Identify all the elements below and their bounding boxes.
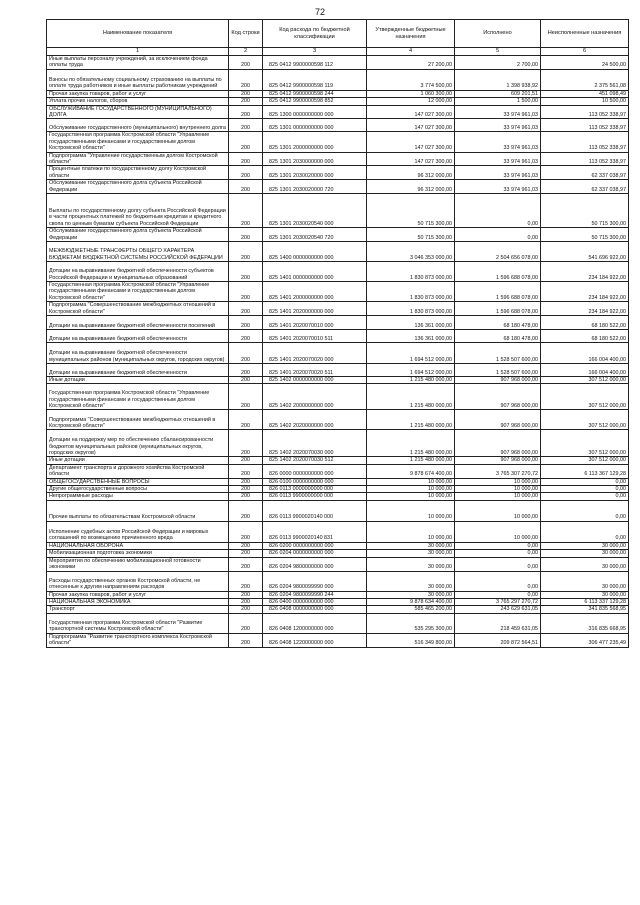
row-line-code: 200	[229, 315, 263, 329]
row-budget-code: 825 1401 2020070020 000	[263, 342, 367, 363]
row-unexecuted: 0,00	[541, 478, 629, 485]
row-executed: 907 968 000,00	[455, 457, 541, 464]
row-approved: 1 694 512 000,00	[367, 363, 455, 376]
row-executed: 907 968 000,00	[455, 384, 541, 410]
row-approved: 136 361 000,00	[367, 329, 455, 342]
row-name: Расходы государственных органов Костромской области, не отнесенные к другим направлениям расходов	[47, 571, 229, 591]
row-approved: 1 830 873 000,00	[367, 281, 455, 301]
row-budget-code: 825 1401 0000000000 000	[263, 261, 367, 281]
row-budget-code: 825 0412 9900000598 119	[263, 69, 367, 90]
row-name: Государственная программа Костромской области "Управление государственными финансами и государственным долгом Костромской области"	[47, 384, 229, 410]
row-approved: 1 215 480 000,00	[367, 376, 455, 383]
row-line-code: 200	[229, 599, 263, 606]
row-line-code: 200	[229, 478, 263, 485]
row-name: Прочая закупка товаров, работ и услуг	[47, 90, 229, 97]
row-budget-code: 826 0200 0000000000 000	[263, 542, 367, 549]
row-executed: 1 528 507 600,00	[455, 363, 541, 376]
row-executed: 1 596 688 078,00	[455, 281, 541, 301]
row-approved: 147 027 300,00	[367, 152, 455, 166]
row-line-code: 200	[229, 90, 263, 97]
row-approved: 147 027 300,00	[367, 132, 455, 152]
row-unexecuted: 307 512 000,00	[541, 376, 629, 383]
row-executed: 33 974 961,03	[455, 166, 541, 180]
row-unexecuted: 0,00	[541, 521, 629, 542]
row-budget-code: 826 0408 0000000000 000	[263, 606, 367, 613]
row-line-code: 200	[229, 542, 263, 549]
row-budget-code: 825 0412 9900000598 112	[263, 56, 367, 70]
row-approved: 1 215 480 000,00	[367, 384, 455, 410]
row-line-code: 200	[229, 119, 263, 132]
row-line-code: 200	[229, 521, 263, 542]
row-approved: 136 361 000,00	[367, 315, 455, 329]
row-line-code: 200	[229, 430, 263, 457]
row-budget-code: 825 1300 0000000000 000	[263, 105, 367, 119]
row-approved: 1 830 873 000,00	[367, 261, 455, 281]
row-name: Дотации на выравнивание бюджетной обеспеченности поселений	[47, 315, 229, 329]
row-approved: 1 060 300,00	[367, 90, 455, 97]
row-line-code: 200	[229, 384, 263, 410]
row-budget-code: 825 1301 2000000000 000	[263, 132, 367, 152]
row-line-code: 200	[229, 457, 263, 464]
row-unexecuted: 234 184 922,00	[541, 261, 629, 281]
row-line-code: 200	[229, 56, 263, 70]
table-row	[47, 132, 629, 152]
row-name: Обслуживание государственного долга субъекта Российской Федерации	[47, 228, 229, 242]
row-line-code: 200	[229, 281, 263, 301]
row-executed: 33 974 961,03	[455, 180, 541, 194]
row-approved: 147 027 300,00	[367, 119, 455, 132]
table-row	[47, 485, 629, 492]
row-name: МЕЖБЮДЖЕТНЫЕ ТРАНСФЕРТЫ ОБЩЕГО ХАРАКТЕРА БЮДЖЕТАМ БЮДЖЕТНОЙ СИСТЕМЫ РОССИЙСКОЙ ФЕДЕРАЦИИ	[47, 241, 229, 261]
row-executed: 0,00	[455, 550, 541, 557]
row-name: ОБЩЕГОСУДАРСТВЕННЫЕ ВОПРОСЫ	[47, 478, 229, 485]
row-executed: 1 528 507 600,00	[455, 342, 541, 363]
row-line-code: 200	[229, 105, 263, 119]
table-row	[47, 56, 629, 70]
row-budget-code: 826 0400 0000000000 000	[263, 599, 367, 606]
row-budget-code: 826 0204 0000000000 000	[263, 550, 367, 557]
header-executed: Исполнено	[455, 20, 541, 48]
row-budget-code: 825 0412 9900000598 852	[263, 98, 367, 105]
row-budget-code: 825 1402 0000000000 000	[263, 376, 367, 383]
table-row	[47, 180, 629, 194]
table-row	[47, 194, 629, 228]
row-approved: 30 000,00	[367, 591, 455, 598]
row-budget-code: 825 1301 2030020540 000	[263, 194, 367, 228]
row-approved: 30 000,00	[367, 542, 455, 549]
row-executed: 68 180 478,00	[455, 315, 541, 329]
row-name: Дотации на выравнивание бюджетной обеспеченности муниципальных районов (муниципальных округов, городских округов)	[47, 342, 229, 363]
row-unexecuted: 30 000,00	[541, 550, 629, 557]
row-approved: 10 000,00	[367, 485, 455, 492]
row-budget-code: 826 0113 9900020140 000	[263, 500, 367, 521]
row-line-code: 200	[229, 180, 263, 194]
row-approved: 50 715 300,00	[367, 194, 455, 228]
row-budget-code: 825 1401 2020070010 511	[263, 329, 367, 342]
table-row	[47, 493, 629, 500]
row-approved: 585 465 200,00	[367, 606, 455, 613]
row-executed: 33 974 961,03	[455, 105, 541, 119]
column-number: 2	[229, 48, 263, 56]
table-row	[47, 302, 629, 316]
table-row	[47, 410, 629, 430]
row-name: НАЦИОНАЛЬНАЯ ЭКОНОМИКА	[47, 599, 229, 606]
table-row	[47, 90, 629, 97]
row-budget-code: 826 0204 9800099990 000	[263, 571, 367, 591]
table-row	[47, 591, 629, 598]
row-executed: 10 000,00	[455, 500, 541, 521]
row-unexecuted: 30 000,00	[541, 557, 629, 571]
row-executed: 1 500,00	[455, 98, 541, 105]
row-name: Мероприятия по обеспечению мобилизационной готовности экономики	[47, 557, 229, 571]
row-line-code: 200	[229, 194, 263, 228]
row-executed: 907 968 000,00	[455, 376, 541, 383]
row-budget-code: 825 1401 2020000000 000	[263, 302, 367, 316]
row-unexecuted: 306 477 235,49	[541, 633, 629, 647]
row-line-code: 200	[229, 633, 263, 647]
row-line-code: 200	[229, 363, 263, 376]
table-row	[47, 430, 629, 457]
row-executed: 68 180 478,00	[455, 329, 541, 342]
page-number: 72	[314, 7, 325, 17]
table-row	[47, 166, 629, 180]
row-name: Подпрограмма "Совершенствование межбюджетных отношений в Костромской области"	[47, 302, 229, 316]
row-unexecuted: 113 052 338,97	[541, 119, 629, 132]
row-unexecuted: 307 512 000,00	[541, 457, 629, 464]
row-unexecuted: 307 512 000,00	[541, 430, 629, 457]
row-budget-code: 826 0204 9800099990 244	[263, 591, 367, 598]
row-name: Обслуживание государственного долга субъекта Российской Федерации	[47, 180, 229, 194]
row-line-code: 200	[229, 550, 263, 557]
row-approved: 1 215 480 000,00	[367, 430, 455, 457]
row-budget-code: 825 1400 0000000000 000	[263, 241, 367, 261]
row-line-code: 200	[229, 591, 263, 598]
table-row	[47, 384, 629, 410]
row-approved: 1 830 873 000,00	[367, 302, 455, 316]
row-name: Подпрограмма "Управление государственным долгом Костромской области"	[47, 152, 229, 166]
row-unexecuted: 68 180 522,00	[541, 315, 629, 329]
row-budget-code: 825 1402 2020070030 512	[263, 457, 367, 464]
row-unexecuted: 6 113 337 129,28	[541, 599, 629, 606]
table-row	[47, 329, 629, 342]
row-approved: 10 000,00	[367, 493, 455, 500]
row-unexecuted: 50 715 300,00	[541, 228, 629, 242]
row-unexecuted: 0,00	[541, 485, 629, 492]
row-executed: 33 974 961,03	[455, 152, 541, 166]
row-budget-code: 825 0412 9900000598 244	[263, 90, 367, 97]
row-executed: 2 504 656 078,00	[455, 241, 541, 261]
row-name: Дотации на выравнивание бюджетной обеспеченности субъектов Российской Федерации и муниципальных образований	[47, 261, 229, 281]
row-unexecuted: 62 337 038,97	[541, 180, 629, 194]
row-unexecuted: 113 052 338,97	[541, 105, 629, 119]
header-approved: Утвержденные бюджетные назначения	[367, 20, 455, 48]
row-executed: 0,00	[455, 228, 541, 242]
row-name: Прочие выплаты по обязательствам Костромской области	[47, 500, 229, 521]
row-budget-code: 826 0000 0000000000 000	[263, 464, 367, 478]
row-name: Подпрограмма "Развитие транспортного комплекса Костромской области"	[47, 633, 229, 647]
table-row	[47, 152, 629, 166]
row-budget-code: 825 1301 0000000000 000	[263, 119, 367, 132]
row-executed: 10 000,00	[455, 478, 541, 485]
row-budget-code: 826 0408 1220000000 000	[263, 633, 367, 647]
row-name: Дотации на выравнивание бюджетной обеспеченности	[47, 363, 229, 376]
row-approved: 96 312 000,00	[367, 166, 455, 180]
row-executed: 0,00	[455, 591, 541, 598]
row-line-code: 200	[229, 329, 263, 342]
column-number: 4	[367, 48, 455, 56]
row-name: Дотации на выравнивание бюджетной обеспеченности	[47, 329, 229, 342]
table-row	[47, 241, 629, 261]
row-name: Иные дотации	[47, 457, 229, 464]
row-line-code: 200	[229, 166, 263, 180]
row-executed: 907 968 000,00	[455, 410, 541, 430]
row-approved: 1 215 480 000,00	[367, 457, 455, 464]
row-budget-code: 826 0113 9900020140 831	[263, 521, 367, 542]
table-row	[47, 542, 629, 549]
row-budget-code: 825 1401 2020070010 000	[263, 315, 367, 329]
row-unexecuted: 316 835 668,95	[541, 613, 629, 633]
row-unexecuted: 24 500,00	[541, 56, 629, 70]
row-approved: 30 000,00	[367, 557, 455, 571]
row-executed: 10 000,00	[455, 521, 541, 542]
row-budget-code: 825 1401 2020070020 511	[263, 363, 367, 376]
row-unexecuted: 50 715 300,00	[541, 194, 629, 228]
row-name: Иные выплаты персоналу учреждений, за исключением фонда оплаты труда	[47, 56, 229, 70]
row-approved: 1 215 480 000,00	[367, 410, 455, 430]
table-body	[47, 56, 629, 648]
header-budget-code: Код расхода по бюджетной классификации	[263, 20, 367, 48]
row-executed: 243 629 631,05	[455, 606, 541, 613]
row-unexecuted: 451 098,49	[541, 90, 629, 97]
row-unexecuted: 2 375 561,08	[541, 69, 629, 90]
row-name: Взносы по обязательному социальному страхованию на выплаты по оплате труда работников и иные выплаты работникам учреждений	[47, 69, 229, 90]
row-line-code: 200	[229, 132, 263, 152]
row-approved: 27 200,00	[367, 56, 455, 70]
table-row	[47, 119, 629, 132]
table-row	[47, 105, 629, 119]
row-line-code: 200	[229, 485, 263, 492]
row-unexecuted: 541 696 922,00	[541, 241, 629, 261]
row-approved: 535 295 300,00	[367, 613, 455, 633]
row-name: Подпрограмма "Совершенствование межбюджетных отношений в Костромской области"	[47, 410, 229, 430]
table-row	[47, 228, 629, 242]
row-approved: 10 000,00	[367, 500, 455, 521]
row-line-code: 200	[229, 493, 263, 500]
row-approved: 9 878 634 400,00	[367, 599, 455, 606]
row-budget-code: 825 1402 2020070030 000	[263, 430, 367, 457]
row-executed: 0,00	[455, 542, 541, 549]
row-unexecuted: 30 000,00	[541, 542, 629, 549]
row-budget-code: 825 1402 2000000000 000	[263, 384, 367, 410]
row-approved: 1 694 512 000,00	[367, 342, 455, 363]
row-unexecuted: 10 500,00	[541, 98, 629, 105]
row-line-code: 200	[229, 613, 263, 633]
table-row	[47, 478, 629, 485]
row-name: Непрограммные расходы	[47, 493, 229, 500]
table-row	[47, 457, 629, 464]
row-approved: 3 774 500,00	[367, 69, 455, 90]
table-row	[47, 571, 629, 591]
row-approved: 30 000,00	[367, 550, 455, 557]
budget-execution-table	[46, 19, 629, 648]
row-budget-code: 825 1301 2030000000 000	[263, 152, 367, 166]
row-executed: 10 000,00	[455, 485, 541, 492]
table-row	[47, 500, 629, 521]
row-executed: 1 596 688 078,00	[455, 302, 541, 316]
header-line-code: Код строки	[229, 20, 263, 48]
row-line-code: 200	[229, 376, 263, 383]
row-name: Дотации на поддержку мер по обеспечению сбалансированности бюджетов муниципальных районов (муниципальных округов, городских округов)	[47, 430, 229, 457]
row-unexecuted: 166 004 400,00	[541, 363, 629, 376]
row-name: Государственная программа Костромской области "Развитие транспортной системы Костромской области"	[47, 613, 229, 633]
column-number: 3	[263, 48, 367, 56]
row-line-code: 200	[229, 500, 263, 521]
row-unexecuted: 6 113 367 129,28	[541, 464, 629, 478]
table-row	[47, 557, 629, 571]
row-approved: 3 046 353 000,00	[367, 241, 455, 261]
row-name: Процентные платежи по государственному долгу Костромской области	[47, 166, 229, 180]
row-line-code: 200	[229, 464, 263, 478]
row-approved: 96 312 000,00	[367, 180, 455, 194]
table-row	[47, 599, 629, 606]
table-row	[47, 613, 629, 633]
row-name: Транспорт	[47, 606, 229, 613]
row-executed: 0,00	[455, 571, 541, 591]
row-executed: 218 459 631,05	[455, 613, 541, 633]
row-unexecuted: 0,00	[541, 500, 629, 521]
table-row	[47, 69, 629, 90]
row-executed: 1 398 938,92	[455, 69, 541, 90]
table-row	[47, 606, 629, 613]
row-unexecuted: 234 184 922,00	[541, 302, 629, 316]
row-unexecuted: 68 180 522,00	[541, 329, 629, 342]
row-executed: 1 596 688 078,00	[455, 261, 541, 281]
row-line-code: 200	[229, 571, 263, 591]
row-line-code: 200	[229, 98, 263, 105]
row-name: Уплата прочих налогов, сборов	[47, 98, 229, 105]
row-unexecuted: 113 052 338,97	[541, 132, 629, 152]
budget-table-container	[46, 19, 628, 648]
row-approved: 50 715 300,00	[367, 228, 455, 242]
row-line-code: 200	[229, 152, 263, 166]
row-name: ОБСЛУЖИВАНИЕ ГОСУДАРСТВЕННОГО (МУНИЦИПАЛЬНОГО) ДОЛГА	[47, 105, 229, 119]
table-row	[47, 521, 629, 542]
row-unexecuted: 234 184 922,00	[541, 281, 629, 301]
row-line-code: 200	[229, 410, 263, 430]
row-name: Другие общегосударственные вопросы	[47, 485, 229, 492]
row-name: Мобилизационная подготовка экономики	[47, 550, 229, 557]
row-line-code: 200	[229, 69, 263, 90]
row-executed: 3 765 297 270,72	[455, 599, 541, 606]
table-row	[47, 633, 629, 647]
row-name: Департамент транспорта и дорожного хозяйства Костромской области	[47, 464, 229, 478]
table-row	[47, 98, 629, 105]
row-budget-code: 826 0408 1200000000 000	[263, 613, 367, 633]
table-row	[47, 281, 629, 301]
row-budget-code: 825 1301 2030020000 000	[263, 166, 367, 180]
row-name: Прочая закупка товаров, работ и услуг	[47, 591, 229, 598]
row-budget-code: 826 0100 0000000000 000	[263, 478, 367, 485]
row-budget-code: 826 0113 0000000000 000	[263, 485, 367, 492]
row-executed: 907 968 000,00	[455, 430, 541, 457]
row-line-code: 200	[229, 228, 263, 242]
row-unexecuted: 30 000,00	[541, 591, 629, 598]
column-number: 6	[541, 48, 629, 56]
row-line-code: 200	[229, 606, 263, 613]
row-budget-code: 825 1301 2030020000 720	[263, 180, 367, 194]
header-indicator-name: Наименование показателя	[47, 20, 229, 48]
row-line-code: 200	[229, 342, 263, 363]
row-executed: 0,00	[455, 194, 541, 228]
row-name: Обслуживание государственного (муниципального) внутреннего долга	[47, 119, 229, 132]
table-row	[47, 342, 629, 363]
row-approved: 30 000,00	[367, 571, 455, 591]
header-unexecuted: Неисполненные назначения	[541, 20, 629, 48]
row-name: Исполнение судебных актов Российской Федерации и мировых соглашений по возмещению причиненного вреда	[47, 521, 229, 542]
row-executed: 33 974 961,03	[455, 132, 541, 152]
row-approved: 10 000,00	[367, 478, 455, 485]
row-executed: 0,00	[455, 557, 541, 571]
row-line-code: 200	[229, 557, 263, 571]
row-executed: 209 872 564,51	[455, 633, 541, 647]
row-executed: 3 765 307 270,72	[455, 464, 541, 478]
table-row	[47, 464, 629, 478]
table-header-row	[47, 20, 629, 48]
row-unexecuted: 341 835 568,95	[541, 606, 629, 613]
table-row	[47, 363, 629, 376]
column-number: 5	[455, 48, 541, 56]
row-budget-code: 825 1402 2020000000 000	[263, 410, 367, 430]
table-row	[47, 315, 629, 329]
column-number-row	[47, 48, 629, 56]
row-budget-code: 826 0113 9900000000 000	[263, 493, 367, 500]
row-executed: 609 201,51	[455, 90, 541, 97]
row-name: Иные дотации	[47, 376, 229, 383]
row-unexecuted: 307 512 000,00	[541, 410, 629, 430]
row-unexecuted: 0,00	[541, 493, 629, 500]
row-unexecuted: 166 004 400,00	[541, 342, 629, 363]
table-row	[47, 261, 629, 281]
row-approved: 516 349 800,00	[367, 633, 455, 647]
row-name: НАЦИОНАЛЬНАЯ ОБОРОНА	[47, 542, 229, 549]
row-budget-code: 826 0204 9800000000 000	[263, 557, 367, 571]
column-number: 1	[47, 48, 229, 56]
row-executed: 10 000,00	[455, 493, 541, 500]
row-executed: 2 700,00	[455, 56, 541, 70]
row-executed: 33 974 961,03	[455, 119, 541, 132]
row-approved: 10 000,00	[367, 521, 455, 542]
table-row	[47, 550, 629, 557]
table-row	[47, 376, 629, 383]
row-line-code: 200	[229, 302, 263, 316]
row-budget-code: 825 1401 2000000000 000	[263, 281, 367, 301]
row-budget-code: 825 1301 2030020540 720	[263, 228, 367, 242]
row-line-code: 200	[229, 261, 263, 281]
row-approved: 12 000,00	[367, 98, 455, 105]
row-unexecuted: 62 337 038,97	[541, 166, 629, 180]
row-unexecuted: 307 512 000,00	[541, 384, 629, 410]
row-name: Выплаты по государственному долгу субъекта Российской Федерации в части процентных платежей по бюджетным кредитам и кредитного свопа по ценным бумагам субъекта Российской Федерации	[47, 194, 229, 228]
row-approved: 147 027 300,00	[367, 105, 455, 119]
row-approved: 9 878 674 400,00	[367, 464, 455, 478]
row-name: Государственная программа Костромской области "Управление государственными финансами и государственным долгом Костромской области"	[47, 281, 229, 301]
row-line-code: 200	[229, 241, 263, 261]
row-unexecuted: 113 052 338,97	[541, 152, 629, 166]
row-name: Государственная программа Костромской области "Управление государственными финансами и государственным долгом Костромской области"	[47, 132, 229, 152]
row-unexecuted: 30 000,00	[541, 571, 629, 591]
